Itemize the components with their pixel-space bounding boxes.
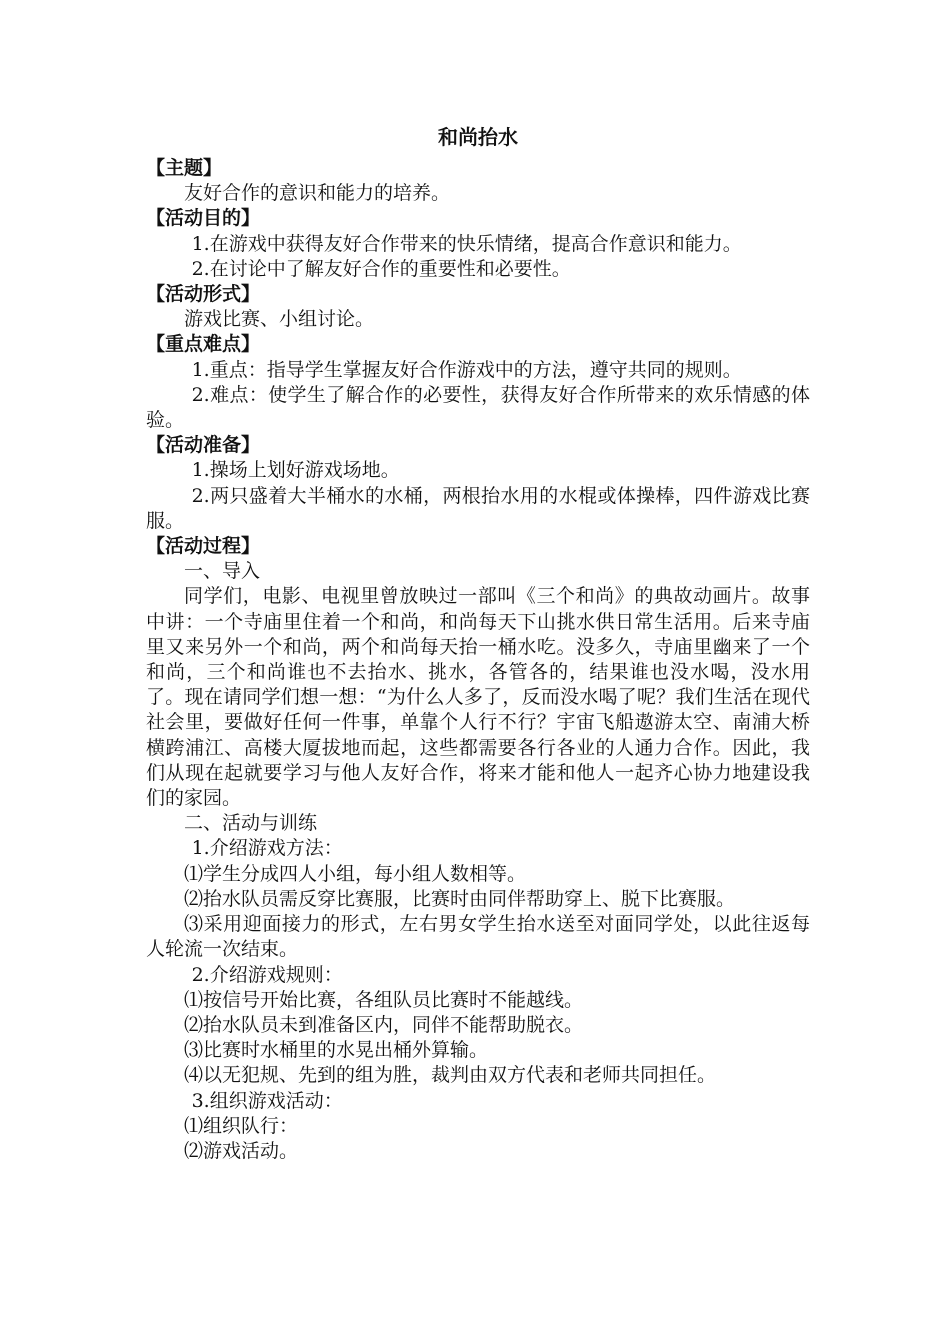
rules-item-1: ⑴按信号开始比赛，各组队员比赛时不能越线。 (184, 988, 584, 1011)
section-heading-form: 【活动形式】 (146, 283, 261, 306)
training-heading: 二、活动与训练 (184, 812, 318, 835)
method-item-2: ⑵抬水队员需反穿比赛服，比赛时由同伴帮助穿上、脱下比赛服。 (184, 887, 736, 910)
intro-heading: 一、导入 (184, 560, 261, 583)
document-title: 和尚抬水 (438, 125, 518, 149)
document-content (146, 122, 810, 1164)
form-text: 游戏比赛、小组讨论。 (184, 308, 375, 331)
key-point-2: 2.难点：使学生了解合作的必要性，获得友好合作所带来的欢乐情感的体验。 (146, 383, 810, 432)
preparation-item-1: 1.操场上划好游戏场地。 (191, 459, 400, 482)
method-item-3: ⑶采用迎面接力的形式，左右男女学生抬水送至对面同学处，以此往返每人轮流一次结束。 (146, 913, 810, 961)
section-heading-purpose: 【活动目的】 (146, 207, 261, 230)
rules-item-3: ⑶比赛时水桶里的水晃出桶外算输。 (184, 1039, 489, 1062)
organize-item-1: ⑴组织队行： (184, 1114, 299, 1137)
key-point-1: 1.重点：指导学生掌握友好合作游戏中的方法，遵守共同的规则。 (191, 358, 742, 381)
theme-text: 友好合作的意识和能力的培养。 (184, 182, 451, 205)
method-heading: 1.介绍游戏方法： (191, 837, 343, 860)
organize-heading: 3.组织游戏活动： (191, 1089, 343, 1112)
preparation-item-2: 2.两只盛着大半桶水的水桶，两根抬水用的水棍或体操棒，四件游戏比赛服。 (146, 484, 810, 532)
section-heading-key-points: 【重点难点】 (146, 333, 261, 356)
rules-item-2: ⑵抬水队员未到准备区内，同伴不能帮助脱衣。 (184, 1013, 584, 1036)
section-heading-theme: 【主题】 (146, 157, 223, 179)
rules-heading: 2.介绍游戏规则： (191, 963, 343, 986)
purpose-item-1: 1.在游戏中获得友好合作带来的快乐情绪，提高合作意识和能力。 (191, 232, 742, 255)
section-heading-process: 【活动过程】 (146, 535, 261, 558)
method-item-1: ⑴学生分成四人小组，每小组人数相等。 (184, 862, 527, 885)
organize-item-2: ⑵游戏活动。 (184, 1139, 299, 1162)
rules-item-4: ⑷以无犯规、先到的组为胜，裁判由双方代表和老师共同担任。 (184, 1064, 717, 1087)
section-heading-preparation: 【活动准备】 (146, 434, 261, 457)
intro-text: 同学们，电影、电视里曾放映过一部叫《三个和尚》的典故动画片。故事中讲：一个寺庙里住着一个和尚，和尚每天下山挑水供日常生活用。后来寺庙里又来另外一个和尚，两个和尚每天抬一桶水吃。没多久，寺庙里幽来了一个和尚，三个和尚谁也不去抬水、挑水，各管各的，结果谁也没水喝，没水用了。现在请同学们想一想：“为什么人多了，反而没水喝了呢？我们生活在现代社会里，要做好任何一件事，单靠个人行不行？宇宙飞船遨游太空、南浦大桥横跨浦江、高楼大厦拔地而起，这些都需要各行各业的人通力合作。因此，我们从现在起就要学习与他人友好合作，将来才能和他人一起齐心协力地建设我们的家园。 (146, 585, 810, 810)
purpose-item-2: 2.在讨论中了解友好合作的重要性和必要性。 (191, 257, 571, 280)
